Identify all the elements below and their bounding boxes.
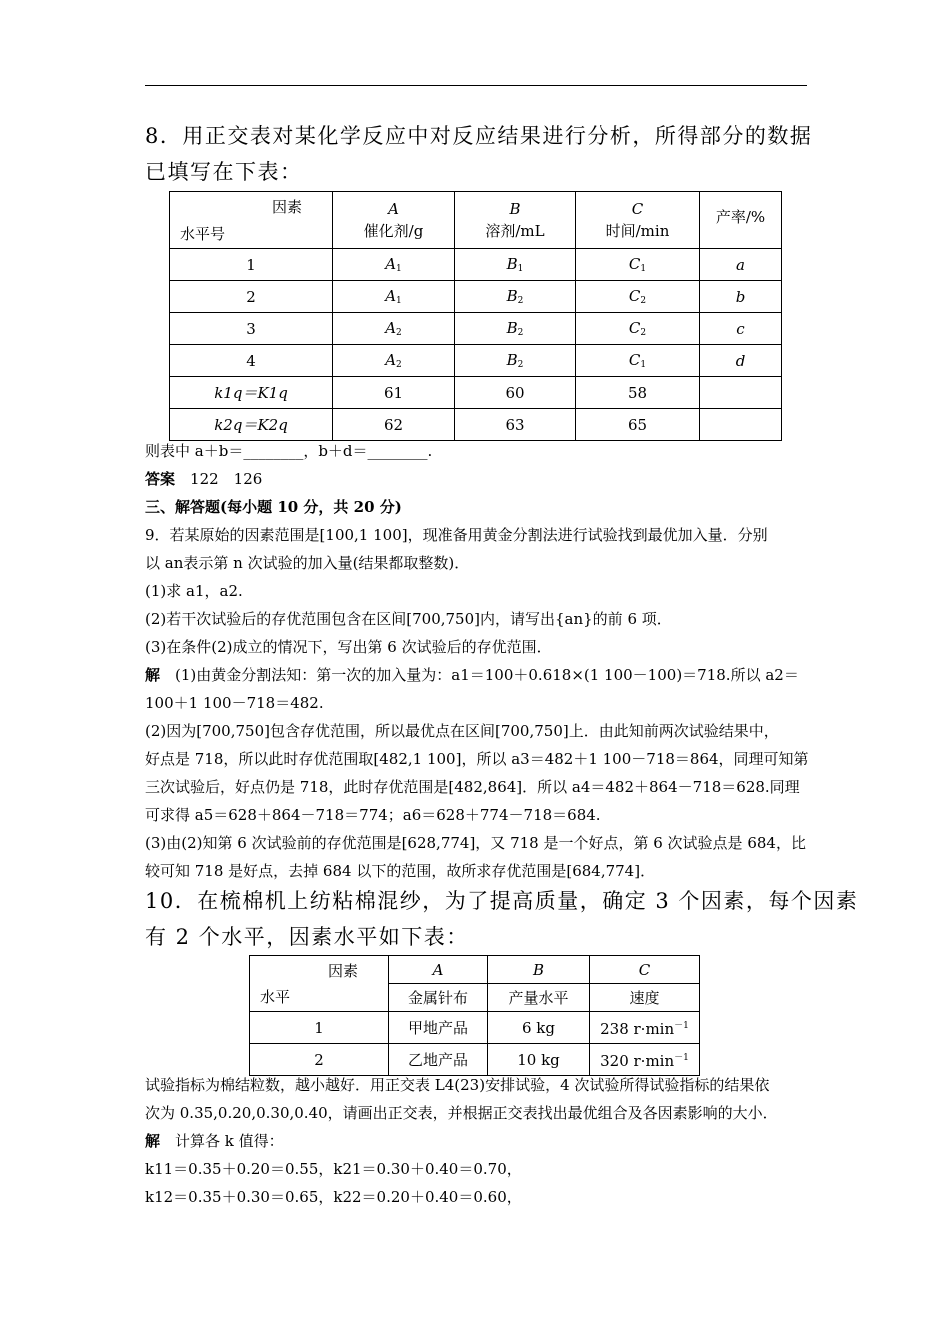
- table-row: 1 $A_1$ $B_1$ $C_1$ a: [170, 249, 782, 281]
- table-row: 3 $A_2$ $B_2$ $C_2$ c: [170, 313, 782, 345]
- q10-header-c: C: [590, 956, 700, 984]
- q10-corner-factor: 因素: [327, 962, 358, 980]
- q9-solution-2d: 可求得 a5＝628＋864－718＝774；a6＝628＋774－718＝684.: [145, 806, 601, 824]
- q8-question: 则表中 a＋b＝________，b＋d＝________.: [145, 442, 433, 460]
- q10-header-a: A: [389, 956, 488, 984]
- q9-part2: (2)若干次试验后的存优范围包含在区间[700,750]内，请写出{an}的前 6 项．: [145, 610, 672, 628]
- answer-label: 答案: [145, 470, 176, 488]
- q9-part1: (1)求 a1，a2.: [145, 582, 243, 600]
- q10-name-b: 产量水平: [488, 984, 590, 1012]
- q10-calc2: k12＝0.35＋0.30＝0.65，k22＝0.20＋0.40＝0.60，: [145, 1188, 522, 1206]
- q10-text2: 次为 0.35,0.20,0.30,0.40，请画出正交表，并根据正交表找出最优组合及各因素影响的大小．: [145, 1104, 778, 1122]
- q9-line1: 9．若某原始的因素范围是[100,1 100]，现准备用黄金分割法进行试验找到最优加入量．分别: [145, 526, 768, 544]
- q8-answer: [145, 465, 262, 493]
- q8-header-yield: 产率/%: [700, 192, 782, 249]
- table-row: 2 $A_1$ $B_2$ $C_2$ b: [170, 281, 782, 313]
- table-row-k1: k1q＝K1q 61 60 58: [170, 377, 782, 409]
- q9-part3: (3)在条件(2)成立的情况下，写出第 6 次试验后的存优范围．: [145, 638, 552, 656]
- q8-corner-level: 水平号: [180, 225, 226, 243]
- q8-header-a: A 催化剂/g: [333, 192, 455, 249]
- q8-table: [169, 191, 782, 441]
- q8-corner-factor: 因素: [271, 198, 302, 216]
- q10-name-c: 速度: [590, 984, 700, 1012]
- table-row: 1 甲地产品 6 kg 238 $r\cdot\min^{-1}$: [250, 1012, 700, 1044]
- q10-solution: 解 计算各 k 值得：: [145, 1132, 284, 1150]
- table-row: 4 $A_2$ $B_2$ $C_1$ d: [170, 345, 782, 377]
- table-row-k2: k2q＝K2q 62 63 65: [170, 409, 782, 441]
- q10-corner-level: 水平: [260, 988, 291, 1006]
- q9-solution-3b: 较可知 718 是好点，去掉 684 以下的范围，故所求存优范围是[684,774]．: [145, 862, 656, 880]
- top-rule: [145, 85, 807, 86]
- q10-line2: 有 2 个水平，因素水平如下表：: [145, 925, 469, 949]
- q8-header-b: B 溶剂/mL: [455, 192, 576, 249]
- q8-line1: 8．用正交表对某化学反应中对反应结果进行分析，所得部分的数据: [145, 124, 813, 148]
- q8-corner-cell: [170, 192, 333, 249]
- answer-value: 122 126: [190, 470, 263, 488]
- q10-corner-cell: [250, 956, 389, 1012]
- q10-line1: 10．在梳棉机上纺粘棉混纱，为了提高质量，确定 3 个因素，每个因素: [145, 889, 859, 913]
- table-row: 2 乙地产品 10 kg 320 $r\cdot\min^{-1}$: [250, 1044, 700, 1076]
- q8-line2: 已填写在下表：: [145, 160, 303, 184]
- q9-solution-2a: (2)因为[700,750]包含存优范围，所以最优点在区间[700,750]上．由此知前两次试验结果中，: [145, 722, 779, 740]
- q10-table: [249, 955, 700, 1076]
- section-3-heading: 三、解答题(每小题 10 分，共 20 分): [145, 498, 402, 516]
- q8-header-c: C 时间/min: [576, 192, 700, 249]
- solution-label: 解: [145, 1132, 161, 1150]
- solution-label: 解: [145, 666, 161, 684]
- q9-solution-3a: (3)由(2)知第 6 次试验前的存优范围是[628,774]，又 718 是一个好点，第 6 次试验点是 684，比: [145, 834, 806, 852]
- q10-name-a: 金属针布: [389, 984, 488, 1012]
- q9-solution-1b: 100＋1 100－718＝482.: [145, 694, 324, 712]
- q9-solution-1a: 解 (1)由黄金分割法知：第一次的加入量为：a1＝100＋0.618×(1 100－100)＝718.所以 a2＝: [145, 666, 799, 684]
- q10-header-b: B: [488, 956, 590, 984]
- q9-solution-2b: 好点是 718，所以此时存优范围取[482,1 100]，所以 a3＝482＋1 100－718＝864，同理可知第: [145, 750, 809, 768]
- q10-calc1: k11＝0.35＋0.20＝0.55，k21＝0.30＋0.40＝0.70，: [145, 1160, 522, 1178]
- q9-line2: 以 an表示第 n 次试验的加入量(结果都取整数)．: [145, 554, 470, 572]
- q9-solution-2c: 三次试验后，好点仍是 718，此时存优范围是[482,864]．所以 a4＝482＋864－718＝628.同理: [145, 778, 800, 796]
- q10-text1: 试验指标为棉结粒数，越小越好．用正交表 L4(23)安排试验，4 次试验所得试验指标的结果依: [145, 1076, 770, 1094]
